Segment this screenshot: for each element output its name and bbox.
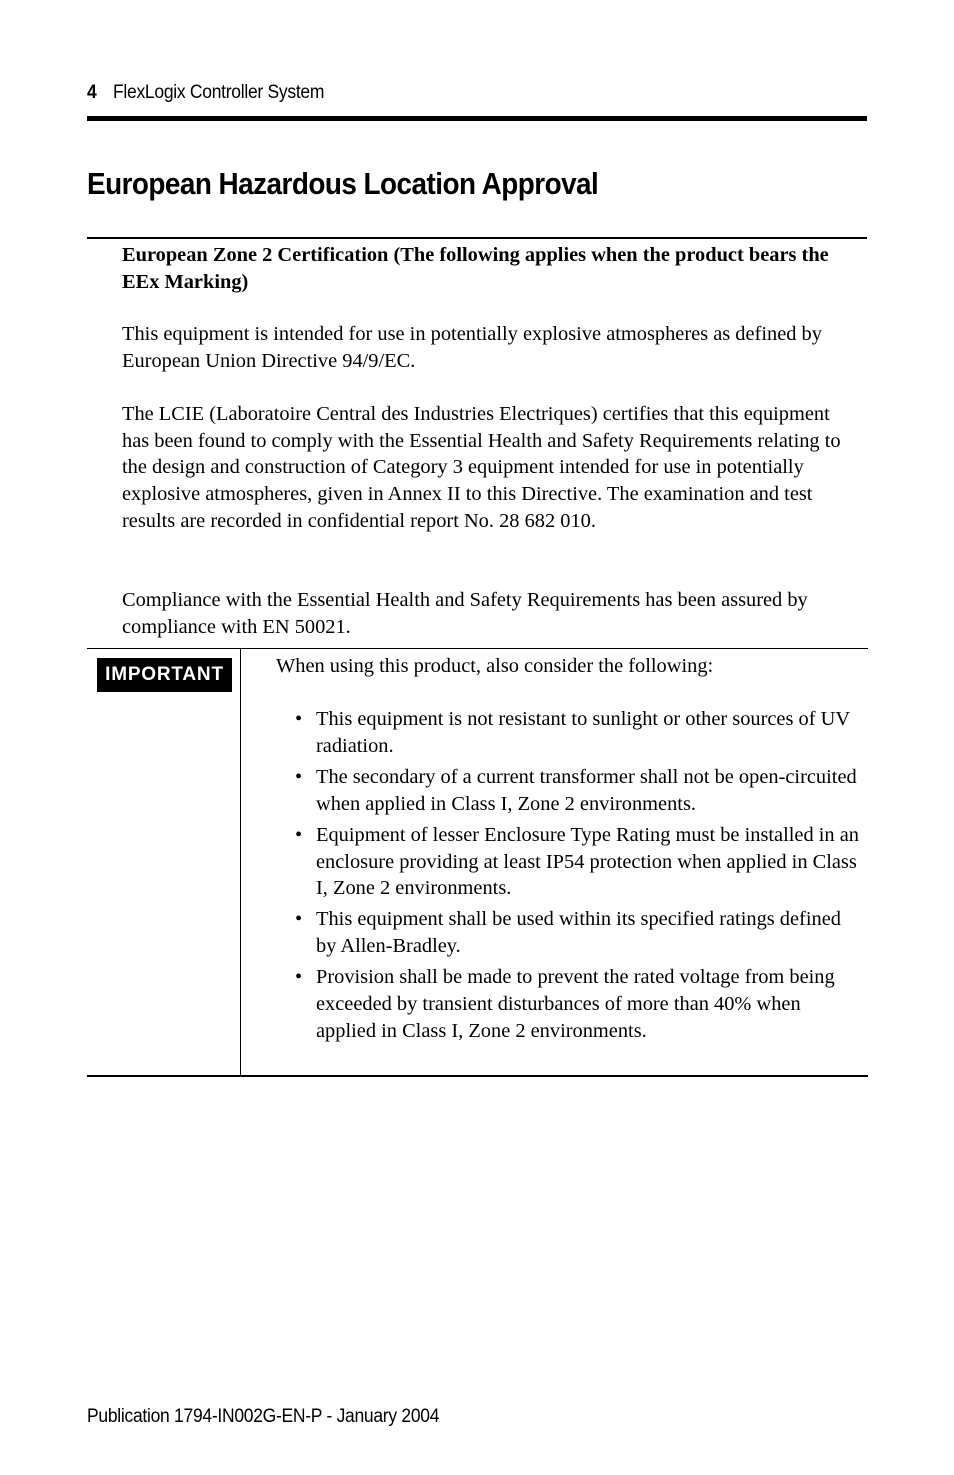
important-intro: When using this product, also consider the following: <box>276 655 714 677</box>
section-rule <box>87 237 867 239</box>
paragraph-lcie: The LCIE (Laboratoire Central des Industries Electriques) certifies that this equipment has been found to comply with the Essential Health and Safety Requirements relating to the design and construction of Category 3 equipment intended for use in potentially explosive atmospheres, given in Annex II to this Directive. The examination and test results are recorded in confidential report No. 28 682 010. <box>122 403 841 532</box>
list-item-text: This equipment shall be used within its specified ratings defined by Allen-Bradley. <box>316 908 841 958</box>
publication-footer: Publication 1794-IN002G-EN-P - January 2004 <box>87 1406 440 1427</box>
running-header <box>87 82 324 104</box>
list-item <box>276 706 861 759</box>
list-item-text: Provision shall be made to prevent the rated voltage from being exceeded by transient disturbances of more than 40% when applied in Class I, Zone 2 environments. <box>316 966 835 1042</box>
list-item <box>276 964 861 1044</box>
bullet-icon: • <box>295 908 303 931</box>
important-badge: IMPORTANT <box>97 658 232 692</box>
considerations-list <box>276 706 861 1049</box>
table-divider <box>240 649 241 1075</box>
list-item-text: Equipment of lesser Enclosure Type Rating must be installed in an enclosure providing at least IP54 protection when applied in Class I, Zone 2 environments. <box>316 823 859 900</box>
bullet-icon: • <box>295 708 303 730</box>
bullet-icon: • <box>295 966 303 989</box>
bullet-icon: • <box>295 823 303 846</box>
paragraph-compliance: Compliance with the Essential Health and Safety Requirements has been assured by compliance with EN 50021. <box>122 589 808 638</box>
list-item <box>276 906 861 959</box>
list-item-text: This equipment is not resistant to sunlight or other sources of UV radiation. <box>316 708 850 757</box>
section-title: European Hazardous Location Approval <box>87 166 599 201</box>
bullet-icon: • <box>295 765 303 788</box>
important-table <box>87 648 868 1077</box>
paragraph-directive: This equipment is intended for use in potentially explosive atmospheres as defined by European Union Directive 94/9/EC. <box>122 323 822 372</box>
page-number: 4 <box>87 82 97 103</box>
list-item <box>276 764 861 817</box>
header-rule <box>87 116 867 121</box>
list-item <box>276 822 861 902</box>
running-title: FlexLogix Controller System <box>113 82 325 103</box>
list-item-text: The secondary of a current transformer shall not be open-circuited when applied in Class I, Zone 2 environments. <box>316 765 857 815</box>
certification-heading: European Zone 2 Certification (The following applies when the product bears the EEx Marking) <box>122 244 829 293</box>
